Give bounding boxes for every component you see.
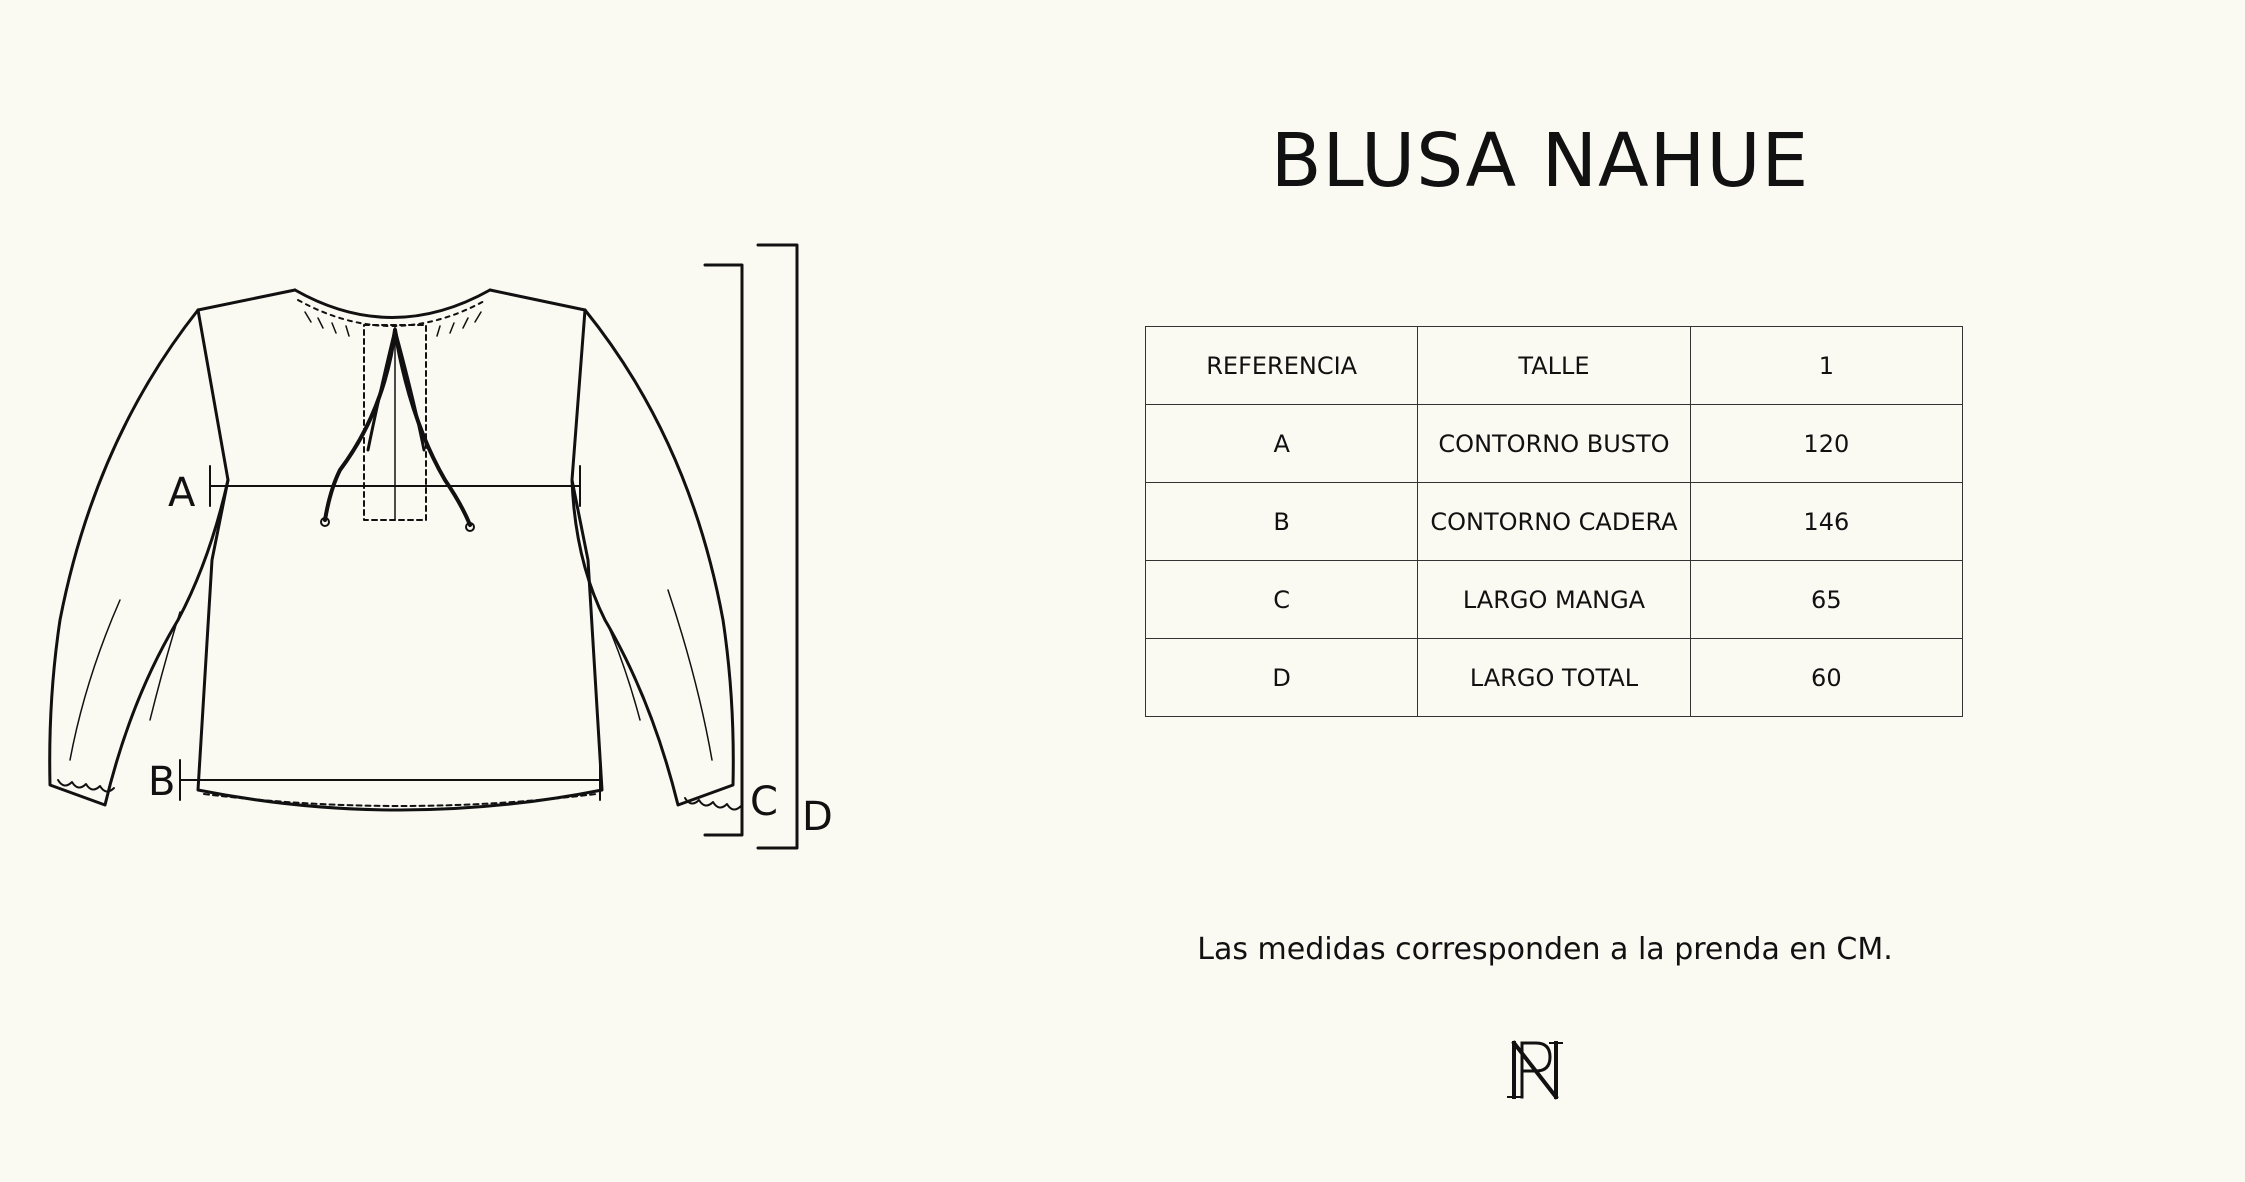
measure-b-line (180, 760, 600, 800)
brand-logo (1500, 1035, 1570, 1105)
page-title: BLUSA NAHUE (1270, 118, 1810, 204)
table-row (1146, 561, 1963, 639)
header-cell: REFERENCIA (1146, 327, 1418, 405)
table-cell: LARGO TOTAL (1418, 639, 1690, 717)
blouse-body-outline (198, 290, 602, 810)
table-cell: 60 (1690, 639, 1962, 717)
measure-d-line (758, 245, 797, 848)
table-cell: CONTORNO CADERA (1418, 483, 1690, 561)
table-row (1146, 639, 1963, 717)
table-cell: LARGO MANGA (1418, 561, 1690, 639)
table-cell: 65 (1690, 561, 1962, 639)
label-c: C (750, 779, 778, 825)
table-row (1146, 483, 1963, 561)
header-cell: 1 (1690, 327, 1962, 405)
tie-cord-right (395, 330, 470, 525)
table-cell: CONTORNO BUSTO (1418, 405, 1690, 483)
hem-stitch (204, 794, 596, 806)
label-b: B (148, 759, 176, 805)
garment-diagram (0, 0, 900, 1182)
right-sleeve (572, 310, 733, 805)
table-cell: A (1146, 405, 1418, 483)
table-cell: B (1146, 483, 1418, 561)
label-a: A (168, 470, 196, 516)
tie-cord-left (325, 330, 395, 520)
table-cell: C (1146, 561, 1418, 639)
table-cell: 120 (1690, 405, 1962, 483)
header-cell: TALLE (1418, 327, 1690, 405)
table-row (1146, 405, 1963, 483)
table-header-row (1146, 327, 1963, 405)
measurement-note: Las medidas corresponden a la prenda en CM. (1197, 932, 1893, 967)
size-table (1145, 326, 1963, 717)
table-cell: D (1146, 639, 1418, 717)
table-cell: 146 (1690, 483, 1962, 561)
label-d: D (802, 794, 833, 840)
